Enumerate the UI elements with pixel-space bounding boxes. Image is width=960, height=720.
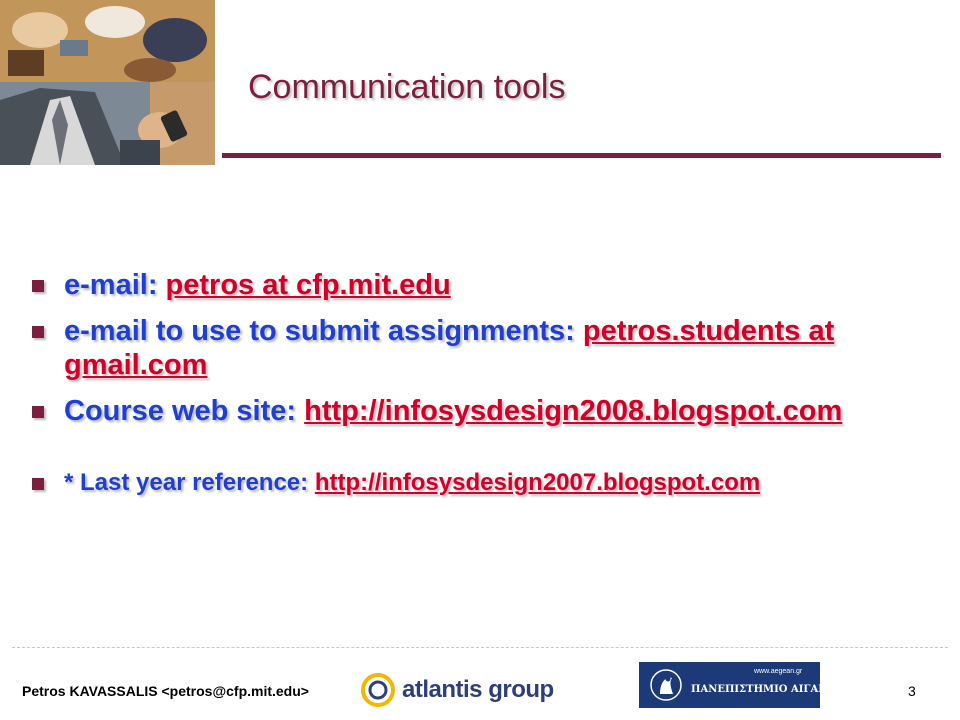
bullet-label: Course web site:: [64, 395, 305, 427]
atlantis-group-logo: [360, 668, 554, 712]
course-site-link[interactable]: http://infosysdesign2008.blogspot.com: [304, 395, 843, 427]
bullet-square-icon: [32, 280, 44, 292]
atlantis-ring-icon: [360, 672, 396, 708]
last-year-link[interactable]: http://infosysdesign2007.blogspot.com: [314, 469, 761, 496]
bullet-email: [30, 268, 910, 302]
bullet-label: e-mail to use to submit assignments:: [64, 315, 583, 347]
bullet-square-icon: [32, 406, 44, 418]
bullet-list: [30, 268, 910, 498]
bullet-square-icon: [32, 478, 44, 490]
footer-author: Petros KAVASSALIS <petros@cfp.mit.edu>: [22, 683, 309, 699]
bullet-last-year: [30, 468, 910, 498]
bullet-submit-email: [30, 314, 910, 382]
bullet-label: * Last year reference:: [64, 469, 315, 496]
title-underline: [222, 153, 941, 158]
university-aegean-logo: [639, 662, 839, 708]
university-url: www.aegean.gr: [754, 668, 803, 675]
email-link[interactable]: petros at cfp.mit.edu: [165, 269, 451, 301]
slide-title: Communication tools: [248, 68, 566, 106]
bullet-square-icon: [32, 326, 44, 338]
atlantis-logo-text: atlantis group: [402, 676, 554, 703]
bullet-course-site: [30, 394, 910, 428]
bullet-label: e-mail:: [64, 269, 166, 301]
page-number: 3: [908, 683, 916, 699]
submit-email-link[interactable]: petros.students at gmail.com: [64, 315, 835, 381]
university-name: ΠΑΝΕΠΙΣΤΗΜΙΟ ΑΙΓΑΙΟΥ: [691, 684, 839, 695]
header-photo: [0, 0, 215, 165]
university-emblem-icon: [649, 668, 683, 702]
footer-divider: [12, 647, 948, 648]
